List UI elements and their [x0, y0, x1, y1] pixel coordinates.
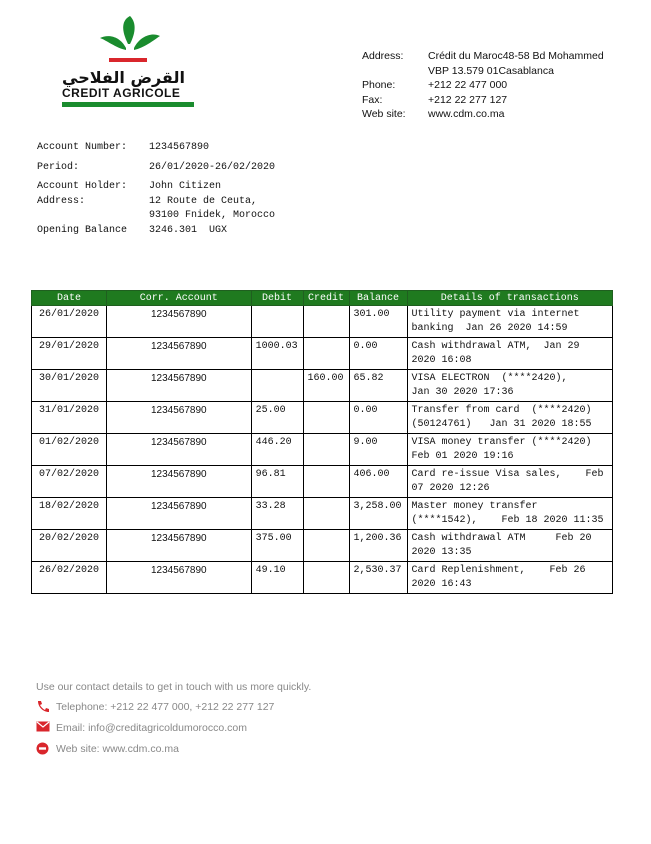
col-header-details: Details of transactions [407, 291, 612, 306]
row-balance: 0.00 [349, 402, 407, 434]
row-date: 20/02/2020 [32, 530, 107, 562]
account-number-value: 1234567890 [149, 142, 210, 153]
table-header-row [32, 291, 613, 306]
row-debit: 25.00 [251, 402, 303, 434]
bank-info-row [362, 107, 648, 122]
col-header-date: Date [32, 291, 107, 306]
bank-info-row [362, 93, 648, 108]
period-value: 26/01/2020-26/02/2020 [149, 162, 276, 173]
col-header-credit: Credit [303, 291, 349, 306]
phone-icon [36, 700, 52, 713]
row-details: Card re-issue Visa sales, Feb 07 2020 12:26 [407, 466, 612, 498]
row-date: 30/01/2020 [32, 370, 107, 402]
table-row [32, 338, 613, 370]
footer-website-row [36, 742, 179, 755]
row-balance: 406.00 [349, 466, 407, 498]
row-corr-account: 1234567890 [106, 530, 251, 562]
bank-info-value: www.cdm.co.ma [428, 108, 505, 120]
row-balance: 1,200.36 [349, 530, 407, 562]
row-debit: 375.00 [251, 530, 303, 562]
row-details: Card Replenishment, Feb 26 2020 16:43 [407, 562, 612, 594]
row-details: Master money transfer (****1542), Feb 18 2020 11:35 [407, 498, 612, 530]
row-date: 26/02/2020 [32, 562, 107, 594]
row-balance: 65.82 [349, 370, 407, 402]
row-date: 26/01/2020 [32, 306, 107, 338]
table-row [32, 498, 613, 530]
holder-row [37, 181, 221, 192]
col-header-debit: Debit [251, 291, 303, 306]
row-credit [303, 530, 349, 562]
table-row [32, 402, 613, 434]
row-details: VISA ELECTRON (****2420), Jan 30 2020 17:36 [407, 370, 612, 402]
row-corr-account: 1234567890 [106, 434, 251, 466]
table-row [32, 370, 613, 402]
footer-intro: Use our contact details to get in touch with us more quickly. [36, 681, 312, 693]
bank-info-value: Crédit du Maroc48-58 Bd Mohammed [428, 50, 604, 62]
table-row [32, 466, 613, 498]
leaf-icon [98, 14, 162, 58]
row-corr-account: 1234567890 [106, 402, 251, 434]
row-details: Utility payment via internet banking Jan 26 2020 14:59 [407, 306, 612, 338]
period-row [37, 162, 275, 173]
row-credit: 160.00 [303, 370, 349, 402]
col-header-corr-account: Corr. Account [106, 291, 251, 306]
currency: UGX [209, 225, 228, 236]
row-debit: 49.10 [251, 562, 303, 594]
row-credit [303, 466, 349, 498]
row-credit [303, 402, 349, 434]
row-credit [303, 498, 349, 530]
bank-info-label: Web site: [362, 108, 406, 120]
address-label: Address: [37, 196, 86, 207]
row-debit: 33.28 [251, 498, 303, 530]
bank-logo [58, 14, 198, 110]
row-corr-account: 1234567890 [106, 306, 251, 338]
row-corr-account: 1234567890 [106, 562, 251, 594]
row-date: 18/02/2020 [32, 498, 107, 530]
bank-info-value: VBP 13.579 01Casablanca [428, 64, 554, 77]
row-debit: 1000.03 [251, 338, 303, 370]
address-line2: 93100 Fnidek, Morocco [149, 210, 276, 221]
bank-info-label [362, 64, 428, 79]
row-details: VISA money transfer (****2420) Feb 01 2020 19:16 [407, 434, 612, 466]
footer-email[interactable]: Email: info@creditagricoldumorocco.com [56, 721, 247, 734]
table-row [32, 306, 613, 338]
address-line1: 12 Route de Ceuta, [149, 196, 258, 207]
bank-info-value: +212 22 277 127 [428, 93, 508, 106]
opening-balance-value: 3246.301 [149, 225, 198, 236]
opening-balance-row [37, 225, 227, 236]
bank-info-row [362, 64, 648, 79]
table-row [32, 434, 613, 466]
account-number-label: Account Number: [37, 142, 128, 153]
row-credit [303, 338, 349, 370]
address-row [37, 196, 257, 207]
row-details: Cash withdrawal ATM Feb 20 2020 13:35 [407, 530, 612, 562]
table-row [32, 562, 613, 594]
row-date: 31/01/2020 [32, 402, 107, 434]
row-debit [251, 370, 303, 402]
row-balance: 0.00 [349, 338, 407, 370]
footer-telephone: Telephone: +212 22 477 000, +212 22 277 127 [56, 700, 275, 713]
row-date: 29/01/2020 [32, 338, 107, 370]
transactions-table [31, 290, 613, 594]
footer-telephone-row [36, 700, 274, 713]
row-balance: 3,258.00 [349, 498, 407, 530]
logo-green-bar [62, 102, 194, 107]
row-corr-account: 1234567890 [106, 370, 251, 402]
holder-value: John Citizen [149, 181, 222, 192]
row-balance: 301.00 [349, 306, 407, 338]
row-date: 07/02/2020 [32, 466, 107, 498]
bank-info-label: Phone: [362, 79, 396, 91]
row-credit [303, 562, 349, 594]
bank-info-value: +212 22 477 000 [428, 79, 508, 91]
row-balance: 9.00 [349, 434, 407, 466]
row-credit [303, 434, 349, 466]
bank-contact-block [362, 49, 648, 122]
period-label: Period: [37, 162, 80, 173]
address-row-2 [37, 210, 275, 221]
bank-info-row [362, 49, 648, 64]
row-credit [303, 306, 349, 338]
footer-website[interactable]: Web site: www.cdm.co.ma [56, 742, 179, 755]
row-corr-account: 1234567890 [106, 498, 251, 530]
bank-info-label: Address: [362, 50, 404, 62]
globe-icon [36, 742, 52, 755]
bank-info-label: Fax: [362, 93, 383, 106]
row-details: Transfer from card (****2420) (50124761) Jan 31 2020 18:55 [407, 402, 612, 434]
logo-text: CREDIT AGRICOLE [62, 86, 181, 100]
bank-info-row [362, 78, 648, 93]
holder-label: Account Holder: [37, 181, 128, 192]
row-balance: 2,530.37 [349, 562, 407, 594]
logo-arabic-text: القرض الفلاحي [62, 68, 185, 87]
row-debit: 96.81 [251, 466, 303, 498]
opening-balance-label: Opening Balance [37, 225, 128, 236]
account-number-row [37, 142, 209, 153]
envelope-icon [36, 721, 52, 734]
table-row [32, 530, 613, 562]
row-details: Cash withdrawal ATM, Jan 29 2020 16:08 [407, 338, 612, 370]
row-corr-account: 1234567890 [106, 466, 251, 498]
row-date: 01/02/2020 [32, 434, 107, 466]
col-header-balance: Balance [349, 291, 407, 306]
footer-email-row [36, 721, 247, 734]
row-debit: 446.20 [251, 434, 303, 466]
row-corr-account: 1234567890 [106, 338, 251, 370]
row-debit [251, 306, 303, 338]
logo-red-bar [109, 58, 147, 62]
